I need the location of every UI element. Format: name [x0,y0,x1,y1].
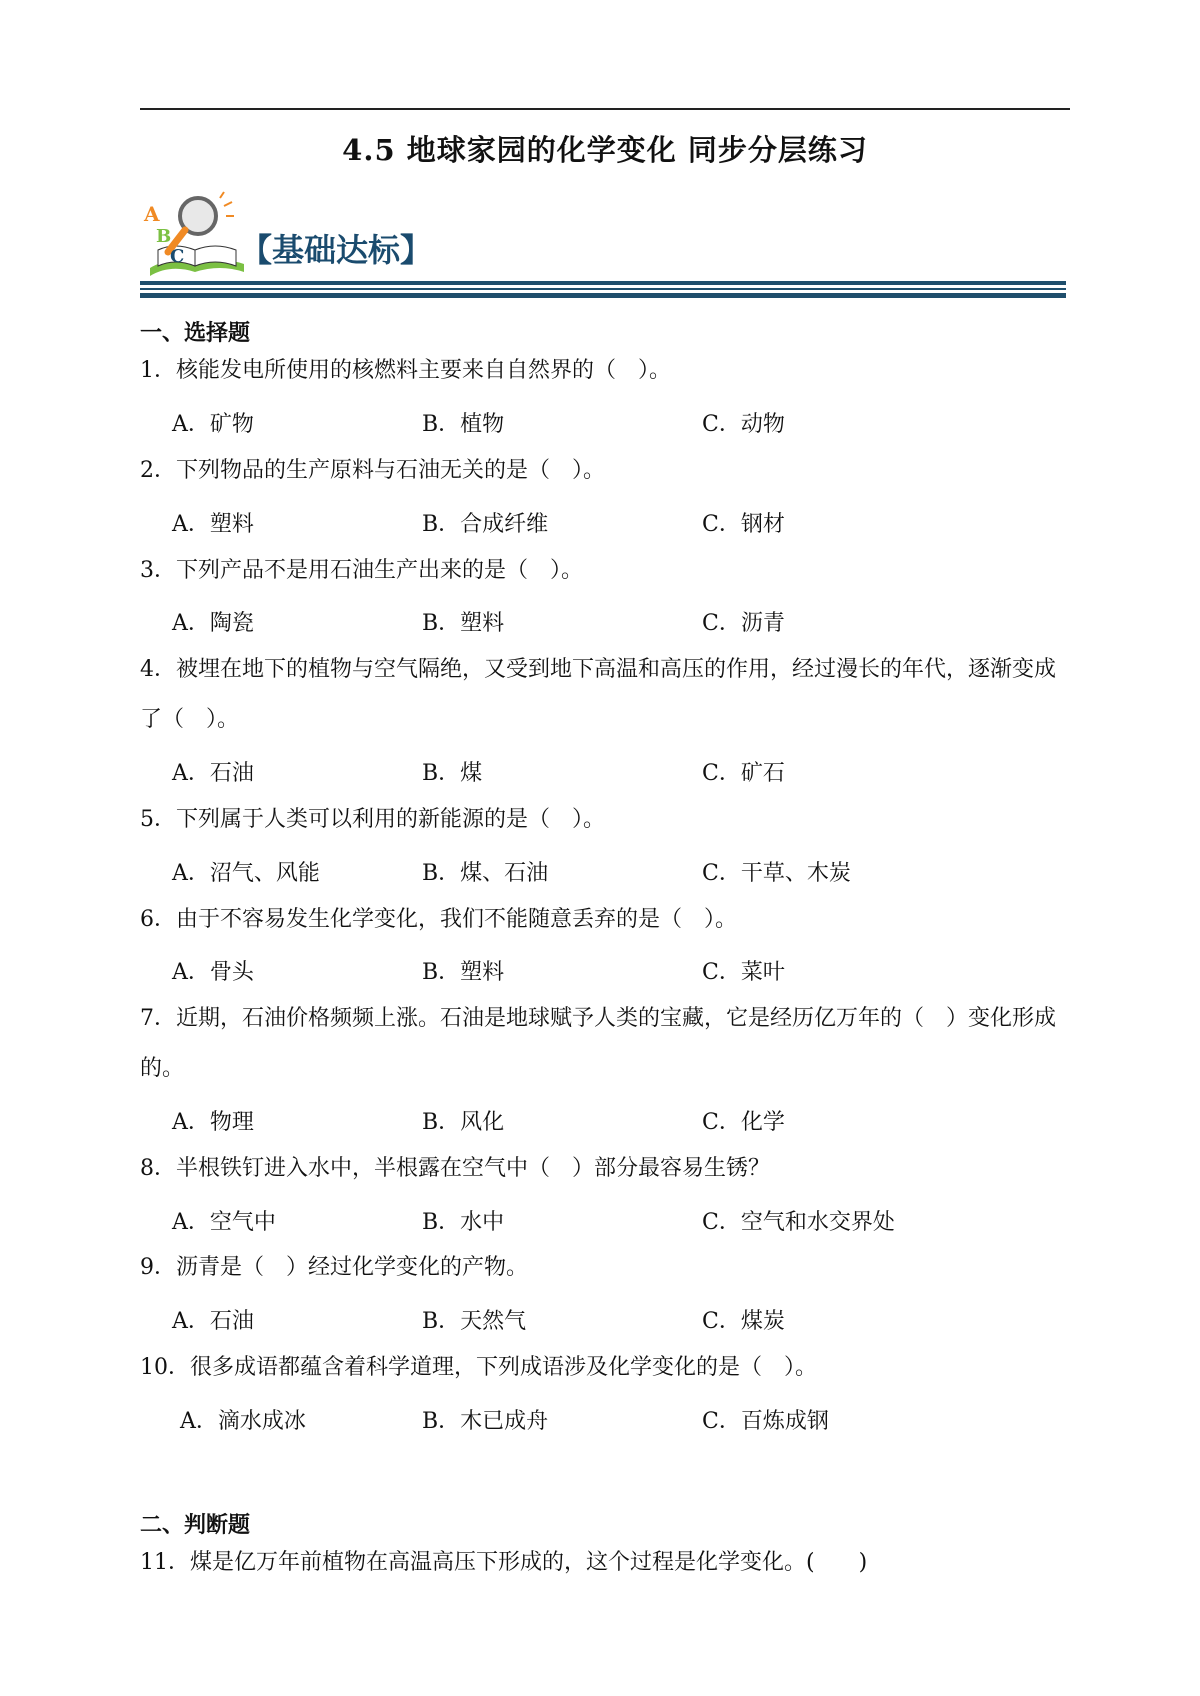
option-3c: C．沥青 [702,611,785,636]
option-5c: C．干草、木炭 [702,861,851,886]
option-3b: B．塑料 [422,611,505,636]
question-3: 3．下列产品不是用石油生产出来的是（ ）。 [140,558,583,583]
option-1a: A．矿物 [172,412,254,437]
option-1c: C．动物 [702,412,785,437]
option-7c: C．化学 [702,1110,785,1135]
option-4a: A．石油 [172,761,254,786]
option-9b: B．天然气 [422,1309,527,1334]
banner-label: 【基础达标】 [240,231,433,269]
option-8b: B．水中 [422,1210,505,1235]
question-8: 8．半根铁钉进入水中，半根露在空气中（ ）部分最容易生锈？ [140,1156,770,1181]
option-10c: C．百炼成钢 [702,1409,829,1434]
option-8c: C．空气和水交界处 [702,1210,895,1235]
option-4b: B．煤 [422,761,483,786]
page-title: 4.5 地球家园的化学变化 同步分层练习 [342,133,868,167]
option-10b: B．木已成舟 [422,1409,549,1434]
option-5b: B．煤、石油 [422,861,549,886]
question-10: 10．很多成语都蕴含着科学道理，下列成语涉及化学变化的是（ ）。 [140,1355,817,1380]
option-9a: A．石油 [172,1309,254,1334]
option-1b: B．植物 [422,412,505,437]
option-7a: A．物理 [172,1110,254,1135]
option-6b: B．塑料 [422,960,505,985]
question-9: 9．沥青是（ ）经过化学变化的产物。 [140,1255,528,1280]
top-rule [140,108,1070,110]
question-2: 2．下列物品的生产原料与石油无关的是（ ）。 [140,458,605,483]
option-3a: A．陶瓷 [172,611,254,636]
question-11: 11．煤是亿万年前植物在高温高压下形成的，这个过程是化学变化。( ) [140,1550,868,1575]
question-1: 1．核能发电所使用的核燃料主要来自自然界的（ ）。 [140,358,671,383]
option-6a: A．骨头 [172,960,254,985]
question-7: 7．近期，石油价格频频上涨。石油是地球赋予人类的宝藏，它是经历亿万年的（ ）变化形成的。 [140,1006,1057,1081]
section-banner [140,190,460,280]
option-6c: C．菜叶 [702,960,785,985]
question-4: 4．被埋在地下的植物与空气隔绝，又受到地下高温和高压的作用，经过漫长的年代，逐渐变成了（ ）。 [140,657,1057,732]
option-8a: A．空气中 [172,1210,276,1235]
divider-band-2 [140,288,1066,290]
question-5: 5．下列属于人类可以利用的新能源的是（ ）。 [140,807,605,832]
option-2a: A．塑料 [172,512,254,537]
option-10a: A．滴水成冰 [180,1409,306,1434]
option-9c: C．煤炭 [702,1309,785,1334]
question-6: 6．由于不容易发生化学变化，我们不能随意丢弃的是（ ）。 [140,907,737,932]
option-5a: A．沼气、风能 [172,861,320,886]
option-7b: B．风化 [422,1110,505,1135]
logo-letter-a: A [144,202,160,226]
option-4c: C．矿石 [702,761,785,786]
logo-letter-b: B [156,226,172,247]
section-heading-judge: 二、判断题 [140,1512,251,1538]
divider-band-3 [140,293,1066,298]
option-2b: B．合成纤维 [422,512,549,537]
section-heading-choice: 一、选择题 [140,320,251,346]
option-2c: C．钢材 [702,512,785,537]
divider-band-1 [140,281,1066,285]
logo-letter-c: C [170,246,185,267]
